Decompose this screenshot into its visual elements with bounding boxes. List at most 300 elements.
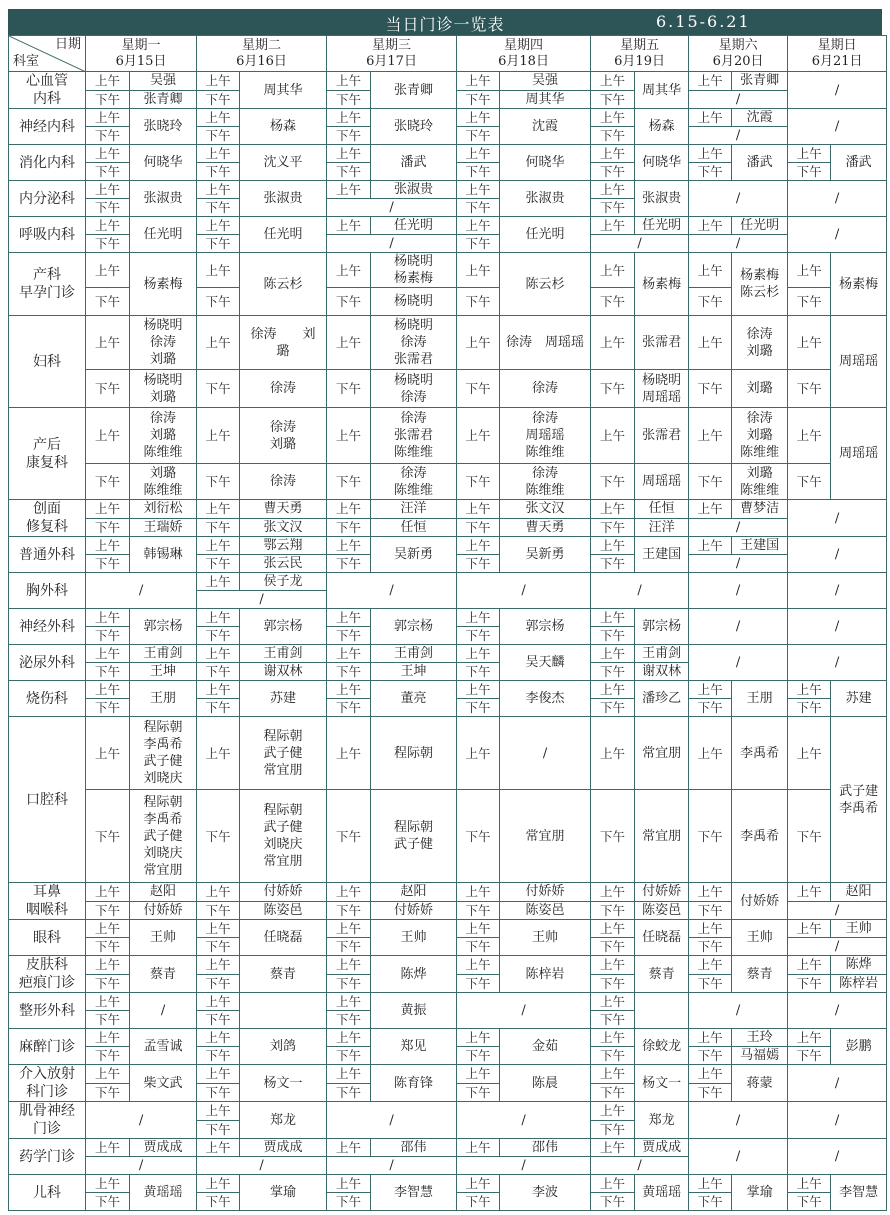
doctor-pm: 徐涛 陈维维 [371, 464, 457, 500]
pm-label: 下午 [591, 90, 635, 109]
am-label: 上午 [86, 408, 130, 464]
pm-label: 下午 [86, 627, 130, 645]
doctor-pm: 陈姿邑 [240, 901, 327, 920]
am-label: 上午 [689, 1175, 732, 1193]
doctor-cell: 杨森 [240, 109, 327, 145]
table-row [9, 920, 887, 938]
doctor-pm: 杨晓明 徐涛 [371, 370, 457, 408]
doctor-cell: 武子建 李禹希 [831, 717, 887, 883]
pm-label: 下午 [86, 235, 130, 253]
doctor-am: 徐涛 周瑶瑶 [500, 316, 591, 370]
pm-label: 下午 [591, 938, 635, 956]
table-row [9, 956, 887, 975]
header-weekday: 星期日 [817, 37, 857, 53]
pm-label: 下午 [86, 163, 130, 181]
pm-label: 下午 [591, 199, 635, 217]
am-label: 上午 [689, 145, 732, 163]
doctor-am: 王甫剑 [371, 645, 457, 663]
am-label: 上午 [86, 1175, 130, 1193]
table-row [9, 518, 887, 537]
pm-label: 下午 [197, 1193, 240, 1211]
am-label: 上午 [591, 500, 635, 519]
am-label: 上午 [197, 1102, 240, 1121]
doctor-pm: 任恒 [371, 518, 457, 537]
dept-name: 产科 早孕门诊 [9, 253, 86, 316]
doctor-pm: 张云民 [240, 555, 327, 573]
doctor-pm: 陈姿邑 [500, 901, 591, 920]
doctor-am: 任光明 [371, 217, 457, 235]
doctor-cell: 任光明 [240, 217, 327, 253]
header-date: 6月19日 [614, 53, 665, 69]
am-label: 上午 [788, 1029, 831, 1047]
doctor-am: 任光明 [635, 217, 689, 235]
doctor-cell: 张淑贵 [500, 181, 591, 217]
doctor-am: 徐涛 刘璐 陈维维 [732, 408, 788, 464]
full-cell: / [788, 1102, 887, 1139]
pm-label: 下午 [197, 370, 240, 408]
am-label: 上午 [327, 1065, 371, 1084]
am-label: 上午 [788, 253, 831, 288]
doctor-pm: 刘璐 [732, 370, 788, 408]
doctor-cell: 蒋蒙 [732, 1065, 788, 1102]
am-label: 上午 [689, 717, 732, 790]
am-label: 上午 [197, 253, 240, 288]
pm-label: 下午 [86, 90, 130, 109]
am-label: 上午 [327, 1029, 371, 1047]
am-label: 上午 [327, 717, 371, 790]
am-label: 上午 [457, 537, 500, 555]
am-label: 上午 [86, 1029, 130, 1047]
am-label: 上午 [197, 883, 240, 902]
doctor-am: 王甫剑 [635, 645, 689, 663]
doctor-cell [240, 993, 327, 1029]
header-date: 6月16日 [236, 53, 287, 69]
pm-label: 下午 [788, 288, 831, 316]
am-label: 上午 [197, 956, 240, 975]
pm-label: 下午 [788, 1047, 831, 1065]
dept-name: 呼吸内科 [9, 217, 86, 253]
pm-label: 下午 [197, 974, 240, 993]
doctor-pm: / [327, 235, 457, 253]
pm-label: 下午 [591, 1083, 635, 1102]
pm-label: 下午 [788, 464, 831, 500]
pm-label: 下午 [86, 464, 130, 500]
pm-label: 下午 [457, 464, 500, 500]
pm-label: 下午 [197, 555, 240, 573]
pm-label: 下午 [86, 1047, 130, 1065]
doctor-pm: 徐涛 [240, 464, 327, 500]
am-label: 上午 [591, 956, 635, 975]
doctor-am: 张青卿 [732, 72, 788, 91]
doctor-cell: 苏建 [240, 681, 327, 717]
doctor-pm: 张文汉 [240, 518, 327, 537]
pm-label: 下午 [689, 938, 732, 956]
doctor-am: 邵伟 [371, 1139, 457, 1157]
doctor-cell: 周其华 [635, 72, 689, 109]
pm-label: 下午 [591, 370, 635, 408]
am-label: 上午 [457, 609, 500, 627]
page-title: 当日门诊一览表 [385, 15, 505, 34]
doctor-am: 张文汉 [500, 500, 591, 519]
doctor-am: 赵阳 [831, 883, 887, 902]
pm-label: 下午 [591, 1193, 635, 1211]
full-cell: / [86, 1102, 197, 1139]
doctor-cell: 张淑贵 [635, 181, 689, 217]
am-label: 上午 [86, 920, 130, 938]
pm-label: 下午 [457, 288, 500, 316]
pm-label: 下午 [197, 901, 240, 920]
am-label: 上午 [457, 253, 500, 288]
pm-label: 下午 [689, 288, 732, 316]
doctor-am: 常宜朋 [635, 717, 689, 790]
pm-label: 下午 [327, 1193, 371, 1211]
am-label: 上午 [327, 72, 371, 91]
table-row [9, 645, 887, 663]
pm-label: 下午 [457, 938, 500, 956]
doctor-am: 徐涛 刘璐 [240, 408, 327, 464]
am-label: 上午 [86, 681, 130, 699]
am-label: 上午 [457, 645, 500, 663]
header-weekday: 星期六 [718, 37, 758, 53]
header-day-6 [689, 36, 788, 72]
doctor-cell: 韩锡琳 [130, 537, 197, 573]
doctor-cell: 沈义平 [240, 145, 327, 181]
am-label: 上午 [86, 500, 130, 519]
am-label: 上午 [788, 681, 831, 699]
pm-label: 下午 [327, 1011, 371, 1029]
am-label: 上午 [86, 717, 130, 790]
doctor-pm: 杨晓明 刘璐 [130, 370, 197, 408]
full-cell: / [591, 573, 689, 609]
am-label: 上午 [689, 217, 732, 235]
am-label: 上午 [689, 408, 732, 464]
doctor-cell: 郑龙 [240, 1102, 327, 1139]
doctor-pm: 刘璐 陈维维 [130, 464, 197, 500]
pm-label: 下午 [197, 518, 240, 537]
doctor-pm: 王坤 [371, 663, 457, 681]
pm-label: 下午 [197, 1047, 240, 1065]
am-label: 上午 [591, 181, 635, 199]
am-label: 上午 [788, 1175, 831, 1193]
pm-label: 下午 [327, 627, 371, 645]
doctor-pm: 马福嫣 [732, 1047, 788, 1065]
dept-name: 心血管 内科 [9, 72, 86, 109]
am-label: 上午 [197, 681, 240, 699]
full-cell: / [689, 181, 788, 217]
doctor-cell: 蔡青 [635, 956, 689, 993]
doctor-cell: 黄瑶瑶 [130, 1175, 197, 1211]
doctor-pm: / [788, 901, 887, 920]
schedule-table [8, 35, 887, 1211]
am-label: 上午 [327, 883, 371, 902]
doctor-cell: 潘武 [831, 145, 887, 181]
doctor-am: 吴强 [500, 72, 591, 91]
am-label: 上午 [197, 500, 240, 519]
pm-label: 下午 [788, 1193, 831, 1211]
doctor-am: 付娇娇 [240, 883, 327, 902]
pm-label: 下午 [197, 163, 240, 181]
am-label: 上午 [457, 883, 500, 902]
am-label: 上午 [197, 181, 240, 199]
table-row [9, 1102, 887, 1121]
doctor-pm: 常宜朋 [500, 790, 591, 883]
table-row [9, 993, 887, 1011]
doctor-am: 徐涛 张霈君 陈维维 [371, 408, 457, 464]
header-day-5 [591, 36, 689, 72]
doctor-am: 陈烨 [831, 956, 887, 975]
full-cell: / [788, 217, 887, 253]
am-label: 上午 [788, 920, 831, 938]
am-label: 上午 [197, 573, 240, 591]
doctor-am: 徐涛 刘 璐 [240, 316, 327, 370]
doctor-am: 付娇娇 [500, 883, 591, 902]
am-label: 上午 [689, 1065, 732, 1084]
doctor-cell: 王帅 [732, 920, 788, 956]
full-cell: / [327, 573, 457, 609]
doctor-pm: 谢双林 [635, 663, 689, 681]
am-label: 上午 [327, 181, 371, 199]
pm-label: 下午 [327, 699, 371, 717]
doctor-cell: 苏建 [831, 681, 887, 717]
doctor-am: 王甫剑 [130, 645, 197, 663]
full-cell: / [689, 645, 788, 681]
am-label: 上午 [457, 1139, 500, 1157]
am-label: 上午 [457, 316, 500, 370]
pm-label: 下午 [86, 974, 130, 993]
header-date: 6月15日 [115, 53, 167, 69]
pm-label: 下午 [197, 938, 240, 956]
am-label: 上午 [327, 109, 371, 127]
am-label: 上午 [457, 72, 500, 91]
doctor-pm: / [327, 199, 457, 217]
doctor-cell: 杨素梅 [831, 253, 887, 316]
doctor-cell: 张淑贵 [240, 181, 327, 217]
pm-label: 下午 [689, 1047, 732, 1065]
doctor-cell: 周瑶瑶 [831, 316, 887, 408]
am-label: 上午 [86, 181, 130, 199]
doctor-pm: 徐涛 [500, 370, 591, 408]
doctor-am: 王帅 [831, 920, 887, 938]
header-weekday: 星期四 [504, 37, 544, 53]
dept-name: 介入放射 科门诊 [9, 1065, 86, 1102]
dept-name: 胸外科 [9, 573, 86, 609]
doctor-cell: 黄瑶瑶 [635, 1175, 689, 1211]
doctor-pm: / [788, 938, 887, 956]
am-label: 上午 [327, 1139, 371, 1157]
am-label: 上午 [689, 253, 732, 288]
pm-label: 下午 [86, 938, 130, 956]
dept-name: 创面 修复科 [9, 500, 86, 537]
am-label: 上午 [86, 217, 130, 235]
full-cell: / [788, 181, 887, 217]
pm-label: 下午 [327, 1083, 371, 1102]
doctor-cell: 潘武 [732, 145, 788, 181]
am-label: 上午 [86, 316, 130, 370]
doctor-am: 徐涛 刘璐 [732, 316, 788, 370]
pm-label: 下午 [689, 790, 732, 883]
pm-label: 下午 [689, 163, 732, 181]
doctor-cell: 张晓玲 [130, 109, 197, 145]
pm-label: 下午 [327, 518, 371, 537]
doctor-cell: 吴天麟 [500, 645, 591, 681]
doctor-pm: 付娇娇 [130, 901, 197, 920]
doctor-pm: 程际朝 武子健 刘晓庆 常宜朋 [240, 790, 327, 883]
am-label: 上午 [591, 408, 635, 464]
header-day-7 [788, 36, 887, 72]
dept-name: 眼科 [9, 920, 86, 956]
pm-label: 下午 [86, 901, 130, 920]
doctor-cell: 王帅 [130, 920, 197, 956]
header-weekday: 星期二 [242, 37, 282, 53]
doctor-cell: 任晓磊 [635, 920, 689, 956]
am-label: 上午 [327, 408, 371, 464]
header-date: 6月21日 [811, 53, 863, 69]
am-label: 上午 [197, 993, 240, 1011]
pm-label: 下午 [327, 370, 371, 408]
doctor-pm: / [197, 591, 327, 609]
header-dept-label: 科室 [13, 54, 40, 69]
am-label: 上午 [86, 609, 130, 627]
dept-name: 药学门诊 [9, 1139, 86, 1175]
doctor-cell: 蔡青 [130, 956, 197, 993]
am-label: 上午 [457, 956, 500, 975]
pm-label: 下午 [457, 1193, 500, 1211]
doctor-cell: 徐蛟龙 [635, 1029, 689, 1065]
pm-label: 下午 [591, 127, 635, 145]
am-label: 上午 [788, 316, 831, 370]
doctor-am: 汪洋 [371, 500, 457, 519]
doctor-am: 曹天勇 [240, 500, 327, 519]
am-label: 上午 [591, 1175, 635, 1193]
doctor-am: 杨晓明 徐涛 张霈君 [371, 316, 457, 370]
am-label: 上午 [591, 993, 635, 1011]
doctor-cell: 杨森 [635, 109, 689, 145]
am-label: 上午 [86, 1065, 130, 1084]
doctor-am: 邵伟 [500, 1139, 591, 1157]
am-label: 上午 [457, 681, 500, 699]
table-row [9, 1175, 887, 1193]
doctor-am: 王甫剑 [240, 645, 327, 663]
doctor-cell: 付娇娇 [732, 883, 788, 920]
pm-label: 下午 [327, 974, 371, 993]
doctor-cell: 杨文一 [240, 1065, 327, 1102]
doctor-cell: 杨素梅 [635, 253, 689, 316]
header-weekday: 星期三 [372, 37, 412, 53]
doctor-cell: 郑龙 [635, 1102, 689, 1139]
doctor-cell: 王朋 [130, 681, 197, 717]
doctor-pm: 程际朝 武子健 [371, 790, 457, 883]
am-label: 上午 [197, 1175, 240, 1193]
pm-label: 下午 [457, 127, 500, 145]
doctor-am: 王玲 [732, 1029, 788, 1047]
am-label: 上午 [327, 645, 371, 663]
am-label: 上午 [327, 145, 371, 163]
header-day-2 [197, 36, 327, 72]
doctor-cell: 杨文一 [635, 1065, 689, 1102]
table-row [9, 181, 887, 199]
full-cell: / [788, 1139, 887, 1175]
pm-label: 下午 [197, 199, 240, 217]
am-label: 上午 [457, 408, 500, 464]
pm-label: 下午 [327, 938, 371, 956]
doctor-pm: 付娇娇 [371, 901, 457, 920]
am-label: 上午 [457, 109, 500, 127]
table-row [9, 1029, 887, 1047]
pm-label: 下午 [591, 1011, 635, 1029]
doctor-pm: 陈梓岩 [831, 974, 887, 993]
pm-label: 下午 [86, 1083, 130, 1102]
am-label: 上午 [591, 717, 635, 790]
am-label: 上午 [591, 645, 635, 663]
am-label: 上午 [591, 609, 635, 627]
pm-label: 下午 [327, 127, 371, 145]
am-label: 上午 [689, 316, 732, 370]
dept-name: 儿科 [9, 1175, 86, 1211]
am-label: 上午 [689, 500, 732, 519]
full-cell: / [689, 609, 788, 645]
pm-label: 下午 [788, 370, 831, 408]
am-label: 上午 [591, 920, 635, 938]
doctor-cell: 吴新勇 [500, 537, 591, 573]
doctor-am: 赵阳 [371, 883, 457, 902]
doctor-am: 付娇娇 [635, 883, 689, 902]
am-label: 上午 [457, 1175, 500, 1193]
doctor-pm: 程际朝 李禹希 武子健 刘晓庆 常宜朋 [130, 790, 197, 883]
doctor-cell: 王建国 [635, 537, 689, 573]
title-bar [8, 9, 882, 35]
header-weekday: 星期一 [121, 37, 161, 53]
doctor-cell: 周瑶瑶 [831, 408, 887, 500]
doctor-cell [635, 993, 689, 1029]
pm-label: 下午 [591, 163, 635, 181]
table-row [9, 316, 887, 370]
header-day-1 [86, 36, 197, 72]
am-label: 上午 [327, 609, 371, 627]
doctor-cell: 陈梓岩 [500, 956, 591, 993]
doctor-am: 张淑贵 [371, 181, 457, 199]
pm-label: 下午 [591, 974, 635, 993]
full-cell: / [788, 993, 887, 1029]
am-label: 上午 [197, 1029, 240, 1047]
pm-label: 下午 [457, 663, 500, 681]
header-day-3 [327, 36, 457, 72]
pm-label: 下午 [197, 663, 240, 681]
doctor-pm: 王瑞娇 [130, 518, 197, 537]
table-row [9, 500, 887, 519]
doctor-pm: 汪洋 [635, 518, 689, 537]
doctor-cell: 任光明 [130, 217, 197, 253]
header-date: 6月18日 [498, 53, 549, 69]
pm-label: 下午 [591, 699, 635, 717]
am-label: 上午 [327, 956, 371, 975]
doctor-cell: 王帅 [371, 920, 457, 956]
header-date: 6月17日 [366, 53, 417, 69]
pm-label: 下午 [86, 699, 130, 717]
doctor-am: / [500, 717, 591, 790]
pm-label: 下午 [591, 627, 635, 645]
date-range: 6.15-6.21 [656, 12, 751, 31]
full-cell: / [457, 1102, 591, 1139]
doctor-cell: 彭鹏 [831, 1029, 887, 1065]
doctor-am: 程际朝 武子健 常宜朋 [240, 717, 327, 790]
doctor-cell: 柴文武 [130, 1065, 197, 1102]
doctor-pm: 曹天勇 [500, 518, 591, 537]
pm-label: 下午 [788, 699, 831, 717]
doctor-pm: / [689, 127, 788, 145]
pm-label: 下午 [591, 288, 635, 316]
doctor-pm: 王坤 [130, 663, 197, 681]
doctor-cell: 李波 [500, 1175, 591, 1211]
